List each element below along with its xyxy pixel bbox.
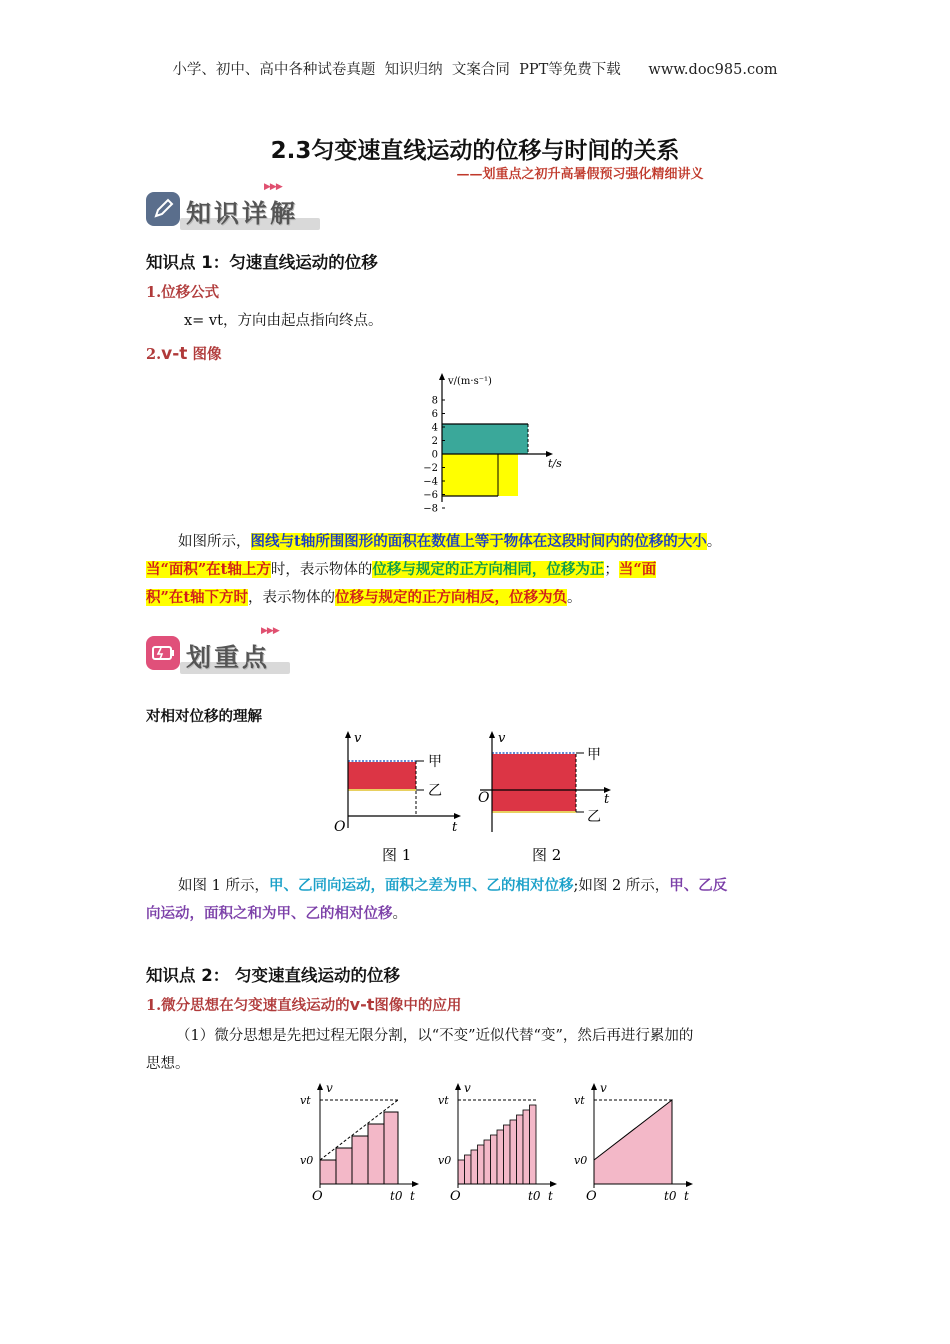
svg-text:v0: v0 — [300, 1154, 314, 1167]
site-header-promo: 小学、初中、高中各种试卷真题 知识归纳 文案合同 PPT等免费下载 www.doc985.com — [172, 62, 778, 78]
svg-text:t0: t0 — [528, 1189, 541, 1203]
diff-diagram-continuous — [572, 1080, 702, 1204]
relative-displacement-fig1 — [330, 728, 466, 868]
fine-bar — [471, 1150, 478, 1184]
svg-text:t: t — [604, 792, 610, 807]
vt-ytick: −4 — [423, 476, 438, 488]
svg-text:t: t — [548, 1189, 553, 1203]
svg-text:vt: vt — [574, 1094, 585, 1107]
svg-text:v0: v0 — [574, 1154, 588, 1167]
svg-text:O: O — [450, 1189, 461, 1204]
svg-text:甲: 甲 — [428, 754, 442, 770]
vt-ytick: −2 — [423, 463, 438, 474]
vt-ytick: −8 — [423, 503, 438, 514]
svg-text:vt: vt — [300, 1094, 311, 1107]
diff-diagram-fine — [436, 1080, 566, 1204]
section1-sub1: 1.位移公式 — [146, 284, 220, 301]
pencil-icon — [146, 192, 180, 226]
vt-ytick: 8 — [431, 395, 438, 407]
section1-paragraph: 如图所示，图线与t轴所围图形的面积在数值上等于物体在这段时间内的位移的大小。 当“面积”在t轴上方时，表示物体的位移与规定的正方向相同，位移为正；当“面 积”在t轴下方时，表示物体的位移与规定的正方向相反，位移为负。 — [146, 533, 722, 606]
section2-heading: 知识点 2： 匀变速直线运动的位移 — [146, 966, 400, 985]
vt-xlabel: t/s — [548, 457, 562, 470]
svg-text:O: O — [312, 1189, 323, 1204]
svg-text:v: v — [464, 1081, 471, 1095]
svg-text:乙: 乙 — [587, 809, 601, 825]
fig2-caption: 图 2 — [532, 846, 562, 864]
svg-text:O: O — [478, 790, 490, 806]
svg-text:v: v — [326, 1081, 333, 1095]
vt-ylabel: v/(m·s⁻¹) — [448, 376, 492, 387]
banner-knowledge-label: 知识详解 — [186, 199, 299, 228]
section2-paragraph: （1）微分思想是先把过程无限分割，以“不变”近似代替“变”，然后再进行累加的 思想。 — [146, 1028, 694, 1072]
svg-text:vt: vt — [438, 1094, 449, 1107]
banner-keypoints-label: 划重点 — [186, 643, 271, 672]
arrows-icon: ▶▶▶ — [261, 626, 279, 636]
vt-ytick: 6 — [431, 409, 438, 420]
section1-formula: x= vt，方向由起点指向终点。 — [184, 313, 383, 329]
svg-text:t: t — [410, 1189, 415, 1203]
vt-ytick: −6 — [423, 490, 438, 501]
vt-ytick: 0 — [431, 449, 438, 461]
relative-displacement-fig2 — [474, 728, 624, 868]
fig1-caption: 图 1 — [382, 846, 412, 864]
section1-sub2: 2.v-t 图像 — [146, 344, 222, 364]
svg-text:v0: v0 — [438, 1154, 452, 1167]
vt-ytick: 2 — [431, 436, 438, 447]
arrows-icon: ▶▶▶ — [264, 182, 282, 192]
fine-bar — [458, 1160, 465, 1184]
vt-graph — [418, 372, 588, 514]
banner-knowledge — [146, 182, 346, 230]
svg-text:甲: 甲 — [587, 747, 601, 763]
svg-text:v: v — [600, 1081, 607, 1095]
svg-text:t0: t0 — [664, 1189, 677, 1203]
fine-bar — [484, 1140, 491, 1184]
svg-text:v: v — [498, 731, 506, 746]
svg-text:t: t — [452, 820, 458, 835]
keypoints-heading: 对相对位移的理解 — [146, 709, 262, 725]
negative-area — [442, 454, 518, 496]
keypoints-paragraph: 如图 1 所示，甲、乙同向运动，面积之差为甲、乙的相对位移;如图 2 所示，甲、乙反 向运动，面积之和为甲、乙的相对位移。 — [146, 877, 728, 922]
vt-ytick: 4 — [431, 422, 438, 434]
svg-text:t0: t0 — [390, 1189, 403, 1203]
section1-heading: 知识点 1：匀速直线运动的位移 — [146, 253, 378, 272]
fine-bar — [504, 1125, 511, 1184]
svg-text:O: O — [334, 819, 346, 835]
fine-bar — [465, 1155, 472, 1184]
battery-icon — [146, 636, 180, 670]
svg-text:O: O — [586, 1189, 597, 1204]
fine-bar — [510, 1120, 517, 1184]
fine-bar — [491, 1135, 498, 1184]
diff-diagram-coarse — [298, 1080, 428, 1204]
svg-text:t: t — [684, 1189, 689, 1203]
section2-sub1: 1.微分思想在匀变速直线运动的v-t图像中的应用 — [146, 995, 462, 1014]
fine-bar — [517, 1115, 524, 1184]
fine-bar — [530, 1105, 537, 1184]
page-title: 2.3匀变速直线运动的位移与时间的关系 — [270, 138, 680, 164]
svg-text:乙: 乙 — [428, 783, 442, 799]
fine-bar — [523, 1110, 530, 1184]
svg-text:v: v — [354, 731, 362, 746]
fine-bar — [478, 1145, 485, 1184]
page-subtitle: ——划重点之初升高暑假预习强化精细讲义 — [456, 167, 704, 182]
fine-bar — [497, 1130, 504, 1184]
banner-keypoints — [146, 626, 306, 674]
positive-area — [442, 424, 528, 454]
